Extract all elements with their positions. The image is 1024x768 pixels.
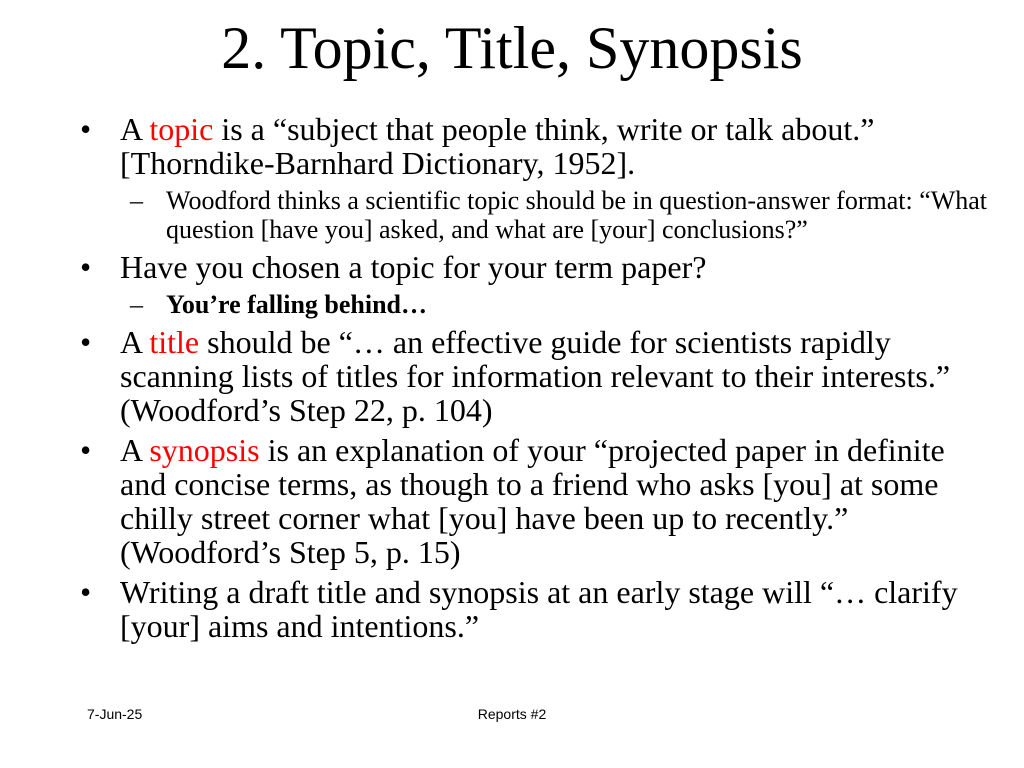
bullet-title-prefix: A <box>120 324 150 360</box>
sub-bullet-text: Woodford thinks a scientific topic should be in question-answer format: “What question [have you] asked, and what are [your] conclusions?” <box>166 186 988 244</box>
bullet-chosen-topic <box>80 250 990 284</box>
term-topic: topic <box>149 111 214 147</box>
bullet-icon: • <box>80 574 92 610</box>
footer-date: 7-Jun-25 <box>87 706 143 722</box>
bullet-synopsis-text: is an explanation of your “projected paper in definite and concise terms, as though to a friend who asks [you] at some chilly street corner what [you] have been up to recently.” (Woodford’s Step 5, p. 15) <box>120 432 945 570</box>
bullet-icon: • <box>80 249 92 285</box>
bullet-icon: • <box>80 324 92 360</box>
slide-title: 2. Topic, Title, Synopsis <box>221 15 803 81</box>
bullet-title-text: should be “… an effective guide for scientists rapidly scanning lists of titles for information relevant to their interests.” (Woodford’s Step 22, p. 104) <box>120 324 951 428</box>
footer-slide-label: Reports #2 <box>477 706 547 722</box>
bullet-draft <box>80 575 990 643</box>
bullet-topic-text: is a “subject that people think, write or talk about.” [Thorndike-Barnhard Dictionary, 1952]. <box>120 111 875 181</box>
term-title: title <box>149 324 200 360</box>
bullet-draft-text: Writing a draft title and synopsis at an early stage will “… clarify [your] aims and intentions.” <box>120 574 958 644</box>
bullet-chosen-topic-text: Have you chosen a topic for your term paper? <box>120 249 707 285</box>
slide-content <box>80 112 990 649</box>
bullet-icon: • <box>80 432 92 468</box>
bullet-topic-prefix: A <box>120 111 150 147</box>
bullet-title <box>80 325 990 427</box>
bullet-synopsis <box>80 433 990 569</box>
sub-bullet-falling-behind <box>80 290 990 319</box>
dash-icon: – <box>130 186 143 215</box>
term-synopsis: synopsis <box>149 432 260 468</box>
dash-icon: – <box>130 290 143 319</box>
sub-bullet-text: You’re falling behind… <box>166 290 428 319</box>
bullet-topic <box>80 112 990 180</box>
bullet-synopsis-prefix: A <box>120 432 150 468</box>
sub-bullet-woodford-topic <box>80 186 990 244</box>
bullet-icon: • <box>80 111 92 147</box>
